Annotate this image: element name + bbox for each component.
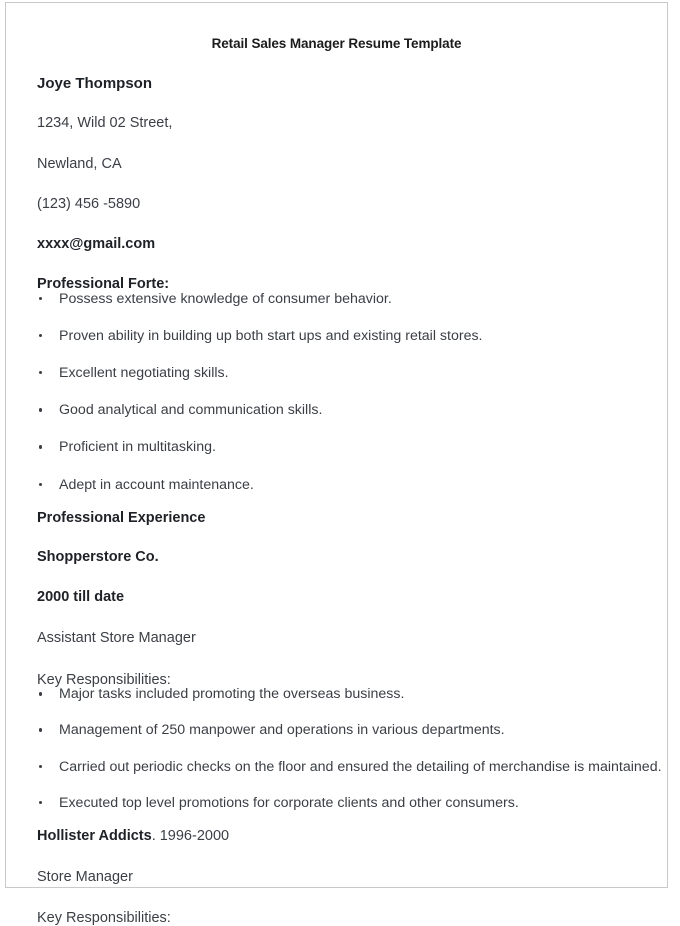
company-heading-2 xyxy=(37,829,649,844)
list-item-text: Good analytical and communication skills. xyxy=(59,402,323,419)
responsibilities-label-1: Key Responsibilities: xyxy=(37,671,171,688)
list-item xyxy=(37,723,649,737)
employment-period-1: 2000 till date xyxy=(37,588,125,605)
list-item-text: Carried out periodic checks on the floor and ensured the detailing of merchandise is maintained. xyxy=(59,758,662,775)
professional-forte-list xyxy=(37,292,649,492)
bullet-dot-icon xyxy=(39,334,42,337)
list-item xyxy=(37,478,649,492)
list-item-text: Executed top level promotions for corporate clients and other consumers. xyxy=(59,794,519,811)
company-name-1: Shopperstore Co. xyxy=(37,549,159,566)
address-line-2: Newland, CA xyxy=(37,155,122,172)
list-item xyxy=(37,292,649,306)
list-item-text: Adept in account maintenance. xyxy=(59,476,254,493)
list-item-text: Excellent negotiating skills. xyxy=(59,364,229,381)
address-line-1: 1234, Wild 02 Street, xyxy=(37,115,173,131)
resume-body xyxy=(37,71,662,926)
bullet-dot-icon xyxy=(39,483,42,486)
page-title: Retail Sales Manager Resume Template xyxy=(211,36,462,51)
responsibilities-label-2: Key Responsibilities: xyxy=(37,910,171,926)
list-item-text: Proven ability in building up both start ups and existing retail stores. xyxy=(59,327,483,344)
bullet-dot-icon xyxy=(39,692,42,695)
phone-number: (123) 456 -5890 xyxy=(37,196,141,212)
list-item xyxy=(37,366,649,380)
list-item-text: Proficient in multitasking. xyxy=(59,439,216,456)
bullet-dot-icon xyxy=(39,765,42,768)
professional-experience-heading: Professional Experience xyxy=(37,509,206,526)
company-name-2: Hollister Addicts xyxy=(37,828,152,845)
candidate-name: Joye Thompson xyxy=(37,75,153,92)
list-item-text: Possess extensive knowledge of consumer behavior. xyxy=(59,290,392,307)
bullet-dot-icon xyxy=(39,297,42,300)
list-item xyxy=(37,403,649,417)
list-item-text: Management of 250 manpower and operations in various departments. xyxy=(59,722,505,739)
bullet-dot-icon xyxy=(39,728,42,731)
list-item xyxy=(37,329,649,343)
bullet-dot-icon xyxy=(39,445,42,448)
list-item xyxy=(37,440,649,454)
list-item xyxy=(37,758,662,775)
bullet-dot-icon xyxy=(39,408,42,411)
list-item-text: Major tasks included promoting the overseas business. xyxy=(59,686,405,703)
list-item xyxy=(37,796,649,810)
responsibilities-list-1 xyxy=(37,686,662,811)
list-item xyxy=(37,687,649,701)
job-title-2: Store Manager xyxy=(37,868,133,885)
employment-period-2: . 1996-2000 xyxy=(151,828,230,845)
email-address: xxxx@gmail.com xyxy=(37,235,156,252)
bullet-dot-icon xyxy=(39,371,42,374)
professional-forte-heading: Professional Forte: xyxy=(37,276,170,292)
job-title-1: Assistant Store Manager xyxy=(37,630,196,647)
resume-page xyxy=(5,2,668,926)
bullet-dot-icon xyxy=(39,801,42,804)
